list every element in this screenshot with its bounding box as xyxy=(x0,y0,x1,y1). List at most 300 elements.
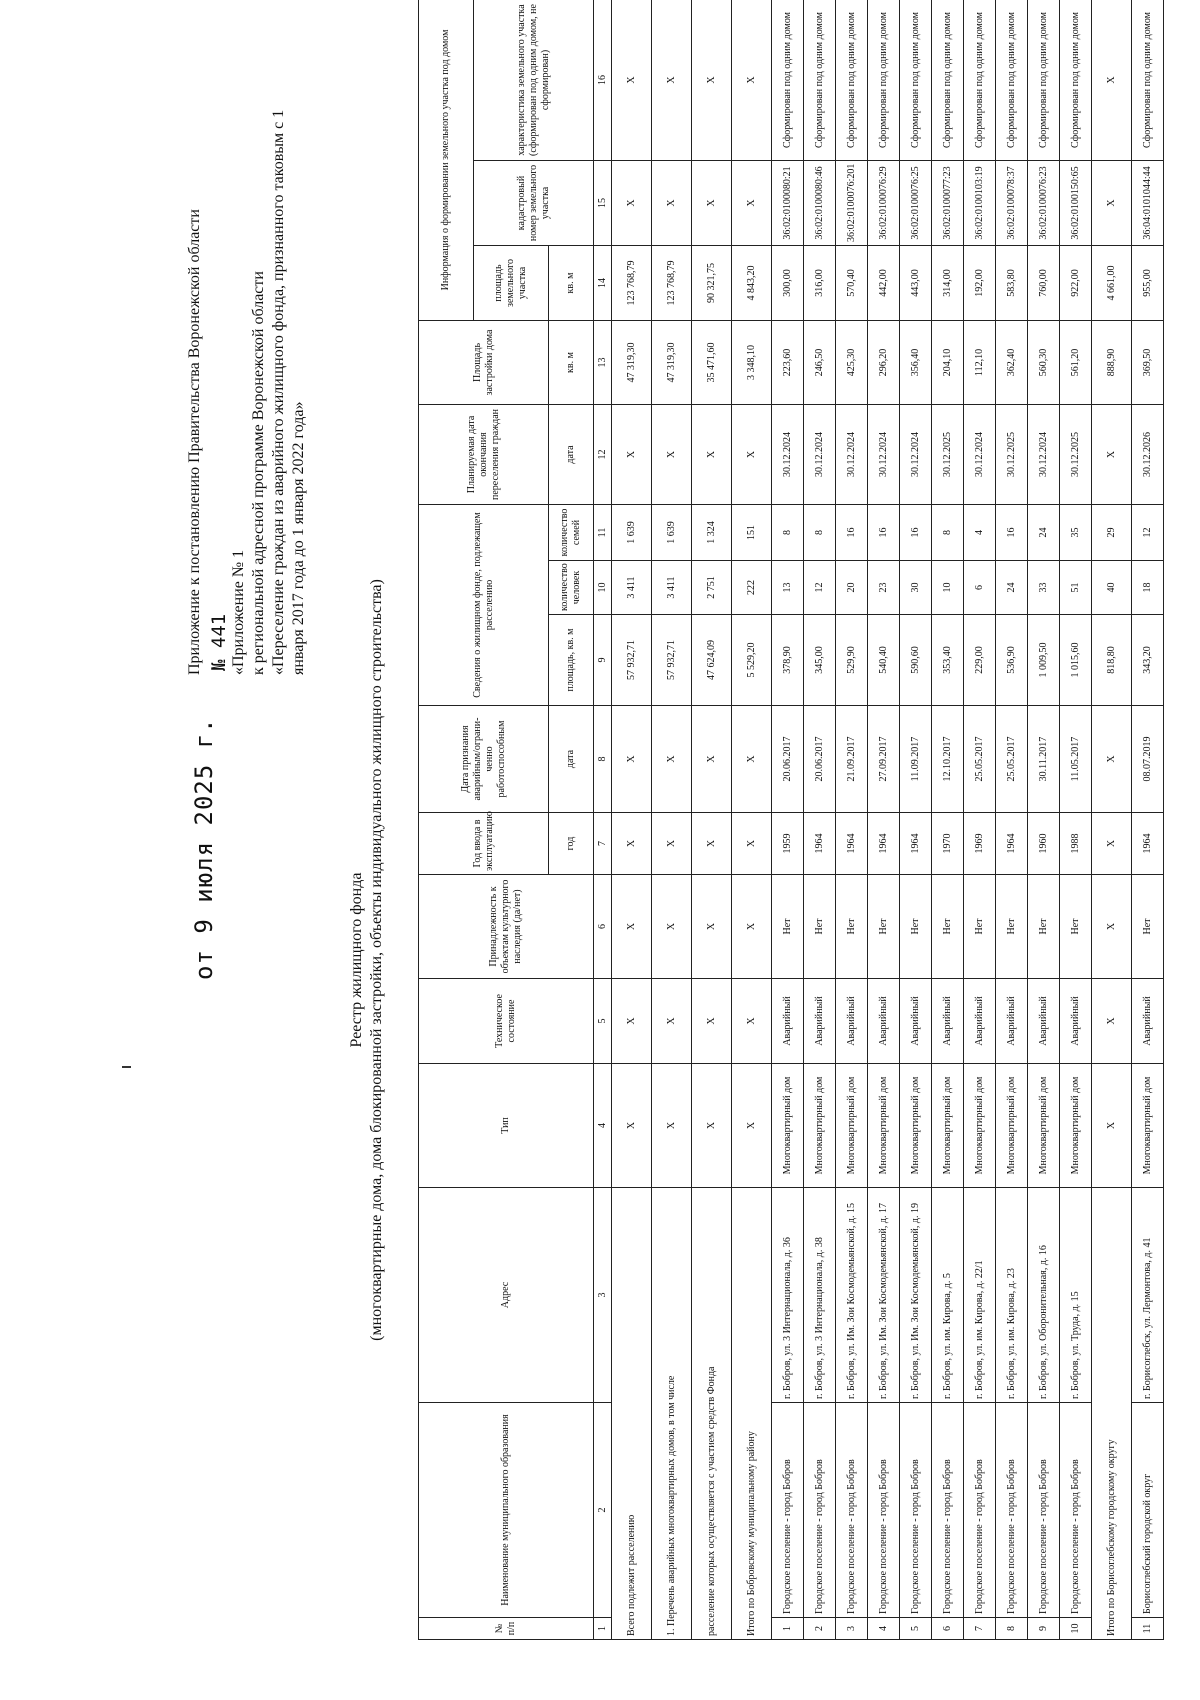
header-land-char: характеристика земельного участка (сформирован под одним домом, не сформирован) xyxy=(474,0,594,160)
table-row xyxy=(964,0,996,1640)
cell-cadastral: Х xyxy=(1092,160,1132,245)
cell-recognized: 27.09.2017 xyxy=(868,706,900,813)
header-num: № п/п xyxy=(419,1618,594,1640)
cell-year: 1960 xyxy=(1028,813,1060,875)
cell-municipality: Городское поселение - город Бобров xyxy=(964,1403,996,1618)
cell-people: 18 xyxy=(1132,561,1164,615)
cell-heritage: Нет xyxy=(1132,875,1164,979)
cell-planned: 30.12.2024 xyxy=(1028,404,1060,504)
summary-row xyxy=(732,0,772,1640)
cell-year: Х xyxy=(612,813,652,875)
cell-planned: 30.12.2025 xyxy=(1060,404,1092,504)
cell-cadastral: 36:02:0100076:29 xyxy=(868,160,900,245)
cell-planned: Х xyxy=(692,404,732,504)
header-recognized-sub: дата xyxy=(549,706,594,813)
cell-tech-state: Аварийный xyxy=(772,979,804,1064)
cell-municipality: Городское поселение - город Бобров xyxy=(836,1403,868,1618)
cell-land-area: 955,00 xyxy=(1132,245,1164,320)
column-index: 3 xyxy=(594,1188,612,1403)
cell-land-char: Х xyxy=(692,0,732,160)
cell-land-area: 123 768,79 xyxy=(612,245,652,320)
table-row xyxy=(932,0,964,1640)
cell-tech-state: Х xyxy=(652,979,692,1064)
cell-families: 24 xyxy=(1028,504,1060,560)
cell-planned: 30.12.2024 xyxy=(900,404,932,504)
column-index: 16 xyxy=(594,0,612,160)
cell-address: г. Бобров, ул. Труда, д. 15 xyxy=(1060,1188,1092,1403)
appendix-line: «Переселение граждан из аварийного жилищного фонда, признанного таковым с 1 xyxy=(270,109,287,675)
cell-families: 1 639 xyxy=(612,504,652,560)
cell-area: 536,90 xyxy=(996,615,1028,706)
cell-municipality: Городское поселение - город Бобров xyxy=(996,1403,1028,1618)
cell-land-char: Сформирован под одним домом xyxy=(1132,0,1164,160)
cell-heritage: Нет xyxy=(1028,875,1060,979)
cell-people: 20 xyxy=(836,561,868,615)
cell-cadastral: 36:02:0100150:65 xyxy=(1060,160,1092,245)
cell-type: Многоквартирный дом xyxy=(1028,1064,1060,1188)
cell-recognized: 30.11.2017 xyxy=(1028,706,1060,813)
cell-tech-state: Аварийный xyxy=(964,979,996,1064)
header-year: Год ввода в эксплуатацию xyxy=(419,813,549,875)
cell-address: г. Борисоглебск, ул. Лермонтова, д. 41 xyxy=(1132,1188,1164,1403)
cell-cadastral: 36:02:0100076:201 xyxy=(836,160,868,245)
cell-people: 33 xyxy=(1028,561,1060,615)
cell-people: 40 xyxy=(1092,561,1132,615)
cell-land-char: Сформирован под одним домом xyxy=(932,0,964,160)
cell-year: 1959 xyxy=(772,813,804,875)
cell-type: Многоквартирный дом xyxy=(836,1064,868,1188)
cell-num: 5 xyxy=(900,1618,932,1640)
cell-area: 378,90 xyxy=(772,615,804,706)
cell-heritage: Нет xyxy=(804,875,836,979)
header-land-area: площадь земельного участка xyxy=(474,245,549,320)
header-housing-info: Сведения о жилищном фонде, подлежащем расселению xyxy=(419,504,549,705)
cell-people: 51 xyxy=(1060,561,1092,615)
cell-heritage: Нет xyxy=(836,875,868,979)
registry-table xyxy=(418,0,1164,1640)
column-index: 15 xyxy=(594,160,612,245)
column-index: 13 xyxy=(594,320,612,404)
cell-address: г. Бобров, ул. им. Кирова, д. 23 xyxy=(996,1188,1028,1403)
cell-build-area: 369,50 xyxy=(1132,320,1164,404)
cell-cadastral: Х xyxy=(652,160,692,245)
header-area-sub: площадь, кв. м xyxy=(549,615,594,706)
cell-planned: 30.12.2024 xyxy=(836,404,868,504)
cell-people: 24 xyxy=(996,561,1028,615)
cell-type: Х xyxy=(1092,1064,1132,1188)
cell-heritage: Х xyxy=(692,875,732,979)
cell-recognized: 08.07.2019 xyxy=(1132,706,1164,813)
doc-number-line xyxy=(205,15,229,675)
cell-heritage: Нет xyxy=(996,875,1028,979)
cell-year: 1970 xyxy=(932,813,964,875)
cell-address: г. Бобров, ул. 3 Интернационала, д. 36 xyxy=(772,1188,804,1403)
cell-address: г. Бобров, ул. 3 Интернационала, д. 38 xyxy=(804,1188,836,1403)
column-index: 12 xyxy=(594,404,612,504)
cell-recognized: 25.05.2017 xyxy=(996,706,1028,813)
cell-planned: 30.12.2024 xyxy=(964,404,996,504)
cell-type: Х xyxy=(732,1064,772,1188)
cell-build-area: 356,40 xyxy=(900,320,932,404)
cell-cadastral: 36:04:0101044:44 xyxy=(1132,160,1164,245)
cell-recognized: Х xyxy=(732,706,772,813)
cell-families: 1 324 xyxy=(692,504,732,560)
cell-address: г. Бобров, ул. Оборонительная, д. 16 xyxy=(1028,1188,1060,1403)
cell-address: г. Бобров, ул. Им. Зои Космодемьянской, д. 15 xyxy=(836,1188,868,1403)
cell-land-area: 4 661,00 xyxy=(1092,245,1132,320)
cell-people: 12 xyxy=(804,561,836,615)
header-heritage: Принадлежность к объектам культурного наследия (да/нет) xyxy=(419,875,594,979)
cell-build-area: 560,30 xyxy=(1028,320,1060,404)
cell-area: 1 009,50 xyxy=(1028,615,1060,706)
summary-label: расселение которых осуществляется с участием средств Фонда xyxy=(692,1188,732,1640)
cell-land-area: 922,00 xyxy=(1060,245,1092,320)
cell-families: 35 xyxy=(1060,504,1092,560)
cell-area: 5 529,20 xyxy=(732,615,772,706)
table-row xyxy=(900,0,932,1640)
cell-families: 1 639 xyxy=(652,504,692,560)
cell-tech-state: Х xyxy=(612,979,652,1064)
cell-land-char: Сформирован под одним домом xyxy=(964,0,996,160)
summary-row xyxy=(1092,0,1132,1640)
cell-planned: 30.12.2024 xyxy=(868,404,900,504)
cell-num: 7 xyxy=(964,1618,996,1640)
header-tech-state: Техническое состояние xyxy=(419,979,594,1064)
cell-num: 1 xyxy=(772,1618,804,1640)
cell-cadastral: 36:02:0100078:37 xyxy=(996,160,1028,245)
cell-type: Многоквартирный дом xyxy=(1132,1064,1164,1188)
cell-people: 3 411 xyxy=(652,561,692,615)
cell-land-area: 442,00 xyxy=(868,245,900,320)
appendix-line: «Приложение № 1 xyxy=(230,549,247,675)
cell-type: Многоквартирный дом xyxy=(996,1064,1028,1188)
cell-planned: 30.12.2024 xyxy=(772,404,804,504)
column-index: 11 xyxy=(594,504,612,560)
cell-planned: Х xyxy=(612,404,652,504)
cell-recognized: 11.09.2017 xyxy=(900,706,932,813)
cell-build-area: 246,50 xyxy=(804,320,836,404)
doc-number: № 441 xyxy=(208,613,230,671)
appendix-header xyxy=(185,15,309,675)
cell-land-char: Сформирован под одним домом xyxy=(868,0,900,160)
cell-type: Многоквартирный дом xyxy=(772,1064,804,1188)
column-index: 6 xyxy=(594,875,612,979)
cell-land-area: 300,00 xyxy=(772,245,804,320)
cell-year: Х xyxy=(692,813,732,875)
cell-tech-state: Аварийный xyxy=(868,979,900,1064)
cell-cadastral: 36:02:0100077:23 xyxy=(932,160,964,245)
cell-build-area: 296,20 xyxy=(868,320,900,404)
cell-heritage: Нет xyxy=(964,875,996,979)
cell-heritage: Х xyxy=(732,875,772,979)
cell-people: 23 xyxy=(868,561,900,615)
header-land-area-sub: кв. м xyxy=(549,245,594,320)
cell-planned: Х xyxy=(652,404,692,504)
cell-type: Х xyxy=(692,1064,732,1188)
cell-cadastral: 36:02:0100076:25 xyxy=(900,160,932,245)
cell-num: 2 xyxy=(804,1618,836,1640)
cell-address: г. Бобров, ул. им. Кирова, д. 5 xyxy=(932,1188,964,1403)
header-families-sub: количество семей xyxy=(549,504,594,560)
cell-address: г. Бобров, ул. Им. Зои Космодемьянской, д. 19 xyxy=(900,1188,932,1403)
cell-families: 4 xyxy=(964,504,996,560)
cell-year: 1969 xyxy=(964,813,996,875)
table-row xyxy=(1132,0,1164,1640)
cell-families: 8 xyxy=(932,504,964,560)
cell-area: 57 932,71 xyxy=(612,615,652,706)
cell-tech-state: Аварийный xyxy=(996,979,1028,1064)
cell-land-area: 314,00 xyxy=(932,245,964,320)
cell-families: 16 xyxy=(836,504,868,560)
cell-people: 10 xyxy=(932,561,964,615)
cell-people: 6 xyxy=(964,561,996,615)
cell-municipality: Городское поселение - город Бобров xyxy=(1060,1403,1092,1618)
cell-land-char: Х xyxy=(732,0,772,160)
registry-title: Реестр жилищного фонда xyxy=(348,872,365,1048)
column-index: 10 xyxy=(594,561,612,615)
summary-row xyxy=(652,0,692,1640)
cell-planned: 30.12.2025 xyxy=(996,404,1028,504)
cell-recognized: 12.10.2017 xyxy=(932,706,964,813)
cell-num: 6 xyxy=(932,1618,964,1640)
scan-mark xyxy=(122,1066,131,1068)
summary-label: 1. Перечень аварийных многоквартирных домов, в том числе xyxy=(652,1188,692,1640)
cell-planned: Х xyxy=(732,404,772,504)
cell-land-char: Сформирован под одним домом xyxy=(900,0,932,160)
cell-land-char: Сформирован под одним домом xyxy=(836,0,868,160)
cell-tech-state: Аварийный xyxy=(836,979,868,1064)
header-cadastral: кадастровый номер земельного участка xyxy=(474,160,594,245)
cell-land-char: Сформирован под одним домом xyxy=(772,0,804,160)
cell-municipality: Городское поселение - город Бобров xyxy=(932,1403,964,1618)
cell-cadastral: Х xyxy=(732,160,772,245)
cell-year: 1964 xyxy=(868,813,900,875)
cell-cadastral: Х xyxy=(612,160,652,245)
header-year-sub: год xyxy=(549,813,594,875)
cell-land-area: 760,00 xyxy=(1028,245,1060,320)
cell-build-area: 204,10 xyxy=(932,320,964,404)
header-people-sub: количество человек xyxy=(549,561,594,615)
column-index: 9 xyxy=(594,615,612,706)
header-land-info: Информация о формировании земельного участка под домом xyxy=(419,0,474,320)
cell-year: 1964 xyxy=(804,813,836,875)
cell-land-area: 443,00 xyxy=(900,245,932,320)
cell-cadastral: 36:02:0100080:46 xyxy=(804,160,836,245)
cell-build-area: 47 319,30 xyxy=(612,320,652,404)
summary-row xyxy=(612,0,652,1640)
cell-land-char: Сформирован под одним домом xyxy=(804,0,836,160)
table-row xyxy=(1060,0,1092,1640)
header-build-area: Площадь застройки дома xyxy=(419,320,549,404)
cell-recognized: Х xyxy=(652,706,692,813)
cell-land-char: Сформирован под одним домом xyxy=(1028,0,1060,160)
header-recognized: Дата признания аварийным/ограни-ченно работоспособным xyxy=(419,706,549,813)
registry-title-block xyxy=(347,510,387,1410)
cell-build-area: 561,20 xyxy=(1060,320,1092,404)
cell-heritage: Х xyxy=(1092,875,1132,979)
table-row xyxy=(836,0,868,1640)
cell-type: Многоквартирный дом xyxy=(1060,1064,1092,1188)
cell-tech-state: Х xyxy=(1092,979,1132,1064)
order-date: от 9 июля 2025 г. xyxy=(190,717,218,980)
cell-area: 540,40 xyxy=(868,615,900,706)
cell-heritage: Нет xyxy=(868,875,900,979)
cell-land-char: Х xyxy=(1092,0,1132,160)
cell-municipality: Городское поселение - город Бобров xyxy=(804,1403,836,1618)
appendix-line: к региональной адресной программе Воронежской области xyxy=(250,271,267,675)
cell-build-area: 223,60 xyxy=(772,320,804,404)
table-row xyxy=(804,0,836,1640)
table-row xyxy=(772,0,804,1640)
cell-area: 47 624,09 xyxy=(692,615,732,706)
cell-people: 222 xyxy=(732,561,772,615)
cell-recognized: Х xyxy=(612,706,652,813)
cell-cadastral: Х xyxy=(692,160,732,245)
summary-label: Итого по Бобровскому муниципальному району xyxy=(732,1188,772,1640)
cell-num: 10 xyxy=(1060,1618,1092,1640)
header-build-area-sub: кв. м xyxy=(549,320,594,404)
cell-num: 11 xyxy=(1132,1618,1164,1640)
cell-year: 1964 xyxy=(1132,813,1164,875)
cell-heritage: Нет xyxy=(772,875,804,979)
cell-municipality: Городское поселение - город Бобров xyxy=(1028,1403,1060,1618)
cell-build-area: 3 348,10 xyxy=(732,320,772,404)
cell-recognized: Х xyxy=(1092,706,1132,813)
cell-recognized: 20.06.2017 xyxy=(804,706,836,813)
header-planned-sub: дата xyxy=(549,404,594,504)
cell-municipality: Борисоглебский городской округ xyxy=(1132,1403,1164,1618)
cell-area: 229,00 xyxy=(964,615,996,706)
cell-planned: 30.12.2026 xyxy=(1132,404,1164,504)
table-row xyxy=(868,0,900,1640)
cell-year: 1964 xyxy=(996,813,1028,875)
cell-tech-state: Аварийный xyxy=(900,979,932,1064)
header-municipality: Наименование муниципального образования xyxy=(419,1403,594,1618)
cell-area: 1 015,60 xyxy=(1060,615,1092,706)
summary-row xyxy=(692,0,732,1640)
cell-build-area: 888,90 xyxy=(1092,320,1132,404)
cell-people: 13 xyxy=(772,561,804,615)
cell-num: 9 xyxy=(1028,1618,1060,1640)
cell-land-area: 570,40 xyxy=(836,245,868,320)
cell-municipality: Городское поселение - город Бобров xyxy=(900,1403,932,1618)
cell-land-char: Х xyxy=(612,0,652,160)
header-planned-end: Планируемая дата окончания переселения граждан xyxy=(419,404,549,504)
cell-address: г. Бобров, ул. Им. Зои Космодемьянской, д. 17 xyxy=(868,1188,900,1403)
cell-cadastral: 36:02:0100103:19 xyxy=(964,160,996,245)
column-index-row xyxy=(594,0,612,1640)
appendix-line: января 2017 года до 1 января 2022 года» xyxy=(290,401,307,675)
cell-families: 16 xyxy=(868,504,900,560)
summary-label: Всего подлежит расселению xyxy=(612,1188,652,1640)
appendix-line: Приложение к постановлению Правительства Воронежской области xyxy=(186,209,203,675)
cell-year: Х xyxy=(1092,813,1132,875)
cell-families: 16 xyxy=(900,504,932,560)
cell-year: Х xyxy=(652,813,692,875)
cell-families: 151 xyxy=(732,504,772,560)
cell-num: 8 xyxy=(996,1618,1028,1640)
cell-year: 1988 xyxy=(1060,813,1092,875)
cell-land-char: Сформирован под одним домом xyxy=(1060,0,1092,160)
cell-tech-state: Аварийный xyxy=(1132,979,1164,1064)
cell-families: 16 xyxy=(996,504,1028,560)
cell-build-area: 425,30 xyxy=(836,320,868,404)
cell-area: 529,90 xyxy=(836,615,868,706)
cell-area: 818,80 xyxy=(1092,615,1132,706)
cell-type: Многоквартирный дом xyxy=(804,1064,836,1188)
cell-recognized: Х xyxy=(692,706,732,813)
cell-year: 1964 xyxy=(900,813,932,875)
table-row xyxy=(1028,0,1060,1640)
cell-build-area: 362,40 xyxy=(996,320,1028,404)
header-address: Адрес xyxy=(419,1188,594,1403)
cell-heritage: Нет xyxy=(1060,875,1092,979)
cell-type: Х xyxy=(652,1064,692,1188)
cell-land-area: 316,00 xyxy=(804,245,836,320)
table-row xyxy=(996,0,1028,1640)
cell-land-area: 583,80 xyxy=(996,245,1028,320)
column-index: 14 xyxy=(594,245,612,320)
cell-land-area: 90 321,75 xyxy=(692,245,732,320)
column-index: 1 xyxy=(594,1618,612,1640)
cell-recognized: 11.05.2017 xyxy=(1060,706,1092,813)
cell-municipality: Городское поселение - город Бобров xyxy=(772,1403,804,1618)
cell-land-area: 4 843,20 xyxy=(732,245,772,320)
cell-type: Многоквартирный дом xyxy=(868,1064,900,1188)
cell-build-area: 35 471,60 xyxy=(692,320,732,404)
cell-cadastral: 36:02:0100076:23 xyxy=(1028,160,1060,245)
cell-num: 3 xyxy=(836,1618,868,1640)
cell-type: Многоквартирный дом xyxy=(964,1064,996,1188)
cell-planned: Х xyxy=(1092,404,1132,504)
column-index: 7 xyxy=(594,813,612,875)
cell-tech-state: Аварийный xyxy=(1028,979,1060,1064)
summary-label: Итого по Борисоглебскому городскому округу xyxy=(1092,1188,1132,1640)
cell-people: 3 411 xyxy=(612,561,652,615)
cell-recognized: 25.05.2017 xyxy=(964,706,996,813)
cell-area: 353,40 xyxy=(932,615,964,706)
column-index: 5 xyxy=(594,979,612,1064)
cell-planned: 30.12.2025 xyxy=(932,404,964,504)
cell-recognized: 21.09.2017 xyxy=(836,706,868,813)
cell-planned: 30.12.2024 xyxy=(804,404,836,504)
cell-families: 8 xyxy=(772,504,804,560)
cell-land-area: 123 768,79 xyxy=(652,245,692,320)
cell-type: Многоквартирный дом xyxy=(932,1064,964,1188)
cell-tech-state: Аварийный xyxy=(1060,979,1092,1064)
cell-people: 2 751 xyxy=(692,561,732,615)
cell-cadastral: 36:02:0100080:21 xyxy=(772,160,804,245)
cell-land-area: 192,00 xyxy=(964,245,996,320)
header-type: Тип xyxy=(419,1064,594,1188)
cell-heritage: Х xyxy=(612,875,652,979)
cell-tech-state: Х xyxy=(692,979,732,1064)
cell-municipality: Городское поселение - город Бобров xyxy=(868,1403,900,1618)
cell-families: 29 xyxy=(1092,504,1132,560)
cell-families: 12 xyxy=(1132,504,1164,560)
cell-year: Х xyxy=(732,813,772,875)
cell-num: 4 xyxy=(868,1618,900,1640)
cell-year: 1964 xyxy=(836,813,868,875)
column-index: 2 xyxy=(594,1403,612,1618)
cell-tech-state: Х xyxy=(732,979,772,1064)
cell-build-area: 47 319,30 xyxy=(652,320,692,404)
cell-recognized: 20.06.2017 xyxy=(772,706,804,813)
cell-people: 30 xyxy=(900,561,932,615)
cell-tech-state: Аварийный xyxy=(804,979,836,1064)
cell-build-area: 112,10 xyxy=(964,320,996,404)
registry-subtitle: (многоквартирные дома, дома блокированной застройки, объекты индивидуального жилищного строительства) xyxy=(368,579,385,1341)
